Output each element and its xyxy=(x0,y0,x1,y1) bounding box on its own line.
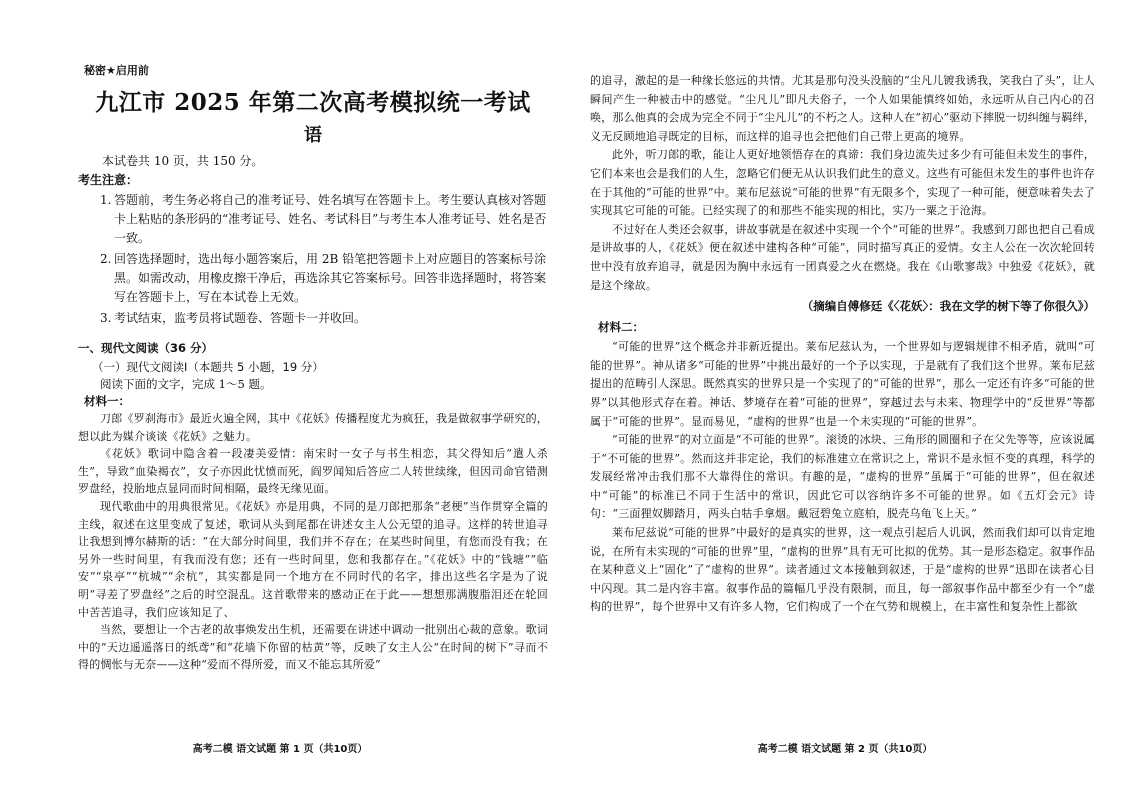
body-paragraph: 《花妖》歌词中隐含着一段凄美爱情：南宋时一女子与书生相恋，其父得知后“遣人杀生”，导致“血染褐衣”，女子亦因此忧愤而死，阎罗闻知后答应二人转世续缘，但因司命官错测罗盘经，投胎地点显同而时间相隔，最终无缘见面。 xyxy=(78,447,548,496)
notice-number: 1. xyxy=(100,193,112,207)
exam-title: 九江市 2025 年第二次高考模拟统一考试 xyxy=(95,89,531,116)
left-column xyxy=(78,62,548,674)
page-footer: 高考二模 语文试题 第 1 页（共10页） xyxy=(192,744,368,755)
body-paragraph: “可能的世界”这个概念并非新近提出。莱布尼兹认为，一个世界如与逻辑规律不相矛盾，就叫“可能的世界”。神从诸多“可能的世界”中挑出最好的一个予以实现，于是就有了我们这个世界。莱布尼兹提出的范畴引人深思。既然真实的世界只是一个实现了的“可能的世界”，那么一定还有许多“可能的世界”以其他形式存在着。神话、梦境存在着“可能的世界”，穿越过去与未来、物理学中的“反世界”等都属于“可能的世界”。显而易见，“虚构的世界”也是一个未实现的“可能的世界”。 xyxy=(590,340,1095,428)
source-attribution: （摘编自傅修廷《〈花妖〉：我在文学的树下等了你很久》） xyxy=(801,299,1095,314)
body-paragraph: 现代歌曲中的用典很常见。《花妖》亦是用典，不同的是刀郎把那条“老梗”当作贯穿全篇的主线，叙述在这里变成了复述，歌词从头到尾都在讲述女主人公无望的追寻。这样的转世追寻让我想到博尔赫斯的话：“在大部分时间里，我们并不存在；在某些时间里，有您而没有我；在另外一些时间里，有我而没有您；还有一些时间里，您和我都存在。”《花妖》中的“钱塘”“临安”“泉亭”“杭城”“余杭”，其实都是同一个地方在不同时代的名字，排出这些名字是为了说明“寻差了罗盘经”之后的时空混乱。这首歌带来的感动正在于此——想想那满腹脂泪还在轮回中苦苦追寻，我们应该知足了、 xyxy=(78,499,548,619)
body-paragraph: 此外，听刀郎的歌，能让人更好地领悟存在的真谛：我们身边流失过多少有可能但未发生的事件，它们本来也会是我们的人生，忽略它们便无从认识我们此生的意义。这些有可能但未发生的事件也许存在于其他的“可能的世界”中。莱布尼兹说“可能的世界”有无限多个，实现了一种可能，便意味着失去了实现其它可能的可能。已经实现了的和那些不能实现的相比，实乃一粟之于沧海。 xyxy=(590,148,1095,218)
confidential-label: 秘密★启用前 xyxy=(84,64,149,77)
exam-intro: 本试卷共 10 页，共 150 分。 xyxy=(102,154,264,168)
notice-number: 2. xyxy=(100,252,112,266)
notice-item xyxy=(78,309,548,328)
notice-list xyxy=(78,191,548,328)
notice-text: 回答选择题时，选出每小题答案后，用 2B 铅笔把答题卡上对应题目的答案标号涂黑。如需改动，用橡皮擦干净后，再选涂其它答案标号。回答非选择题时，将答案写在答题卡上，写在本试卷上无效。 xyxy=(114,252,547,304)
material-two-label: 材料二： xyxy=(598,320,644,335)
notice-heading: 考生注意： xyxy=(78,173,139,187)
right-page xyxy=(565,0,1125,800)
reading-instruction: 阅读下面的文字，完成 1～5 题。 xyxy=(100,377,272,391)
subject-title: 语 xyxy=(304,125,322,146)
material-one-label: 材料一： xyxy=(84,394,130,408)
notice-text: 考试结束，监考员将试题卷、答题卡一并收回。 xyxy=(114,311,367,325)
notice-item xyxy=(78,250,548,307)
body-paragraph: “可能的世界”的对立面是“不可能的世界”。滚烫的冰块、三角形的圆圈和子在父先等等，应该说属于“不可能的世界”。然而这并非定论，我们的标准建立在常识之上，常识不是永恒不变的真理，科学的发展经常冲击我们那不大靠得住的常识。有趣的是，“虚构的世界”虽属于“可能的世界”，但在叙述中“可能”的标准已不同于生活中的常识，因此它可以容纳许多不可能的世界。如《五灯会元》诗句：“三面狸奴脚踏月，两头白牯手拿烟。戴冠碧兔立庭柏，脱壳乌龟飞上天。” xyxy=(590,433,1095,521)
section-heading: 一、现代文阅读（36 分） xyxy=(78,341,214,355)
notice-number: 3. xyxy=(100,311,112,325)
page-footer: 高考二模 语文试题 第 2 页（共10页） xyxy=(757,744,933,755)
body-paragraph: 当然，要想让一个古老的故事焕发出生机，还需要在讲述中调动一批别出心裁的意象。歌词中的“天边遥遥落日的纸鸢”和“花墙下你留的枯黄”等，反映了女主人公“在时间的树下”寻而不得的惆怅与无奈——这种“爱而不得所爱，而又不能忘其所爱” xyxy=(78,623,548,672)
body-paragraph: 莱布尼兹说“可能的世界”中最好的是真实的世界，这一观点引起后人讥讽，然而我们却可以肯定地说，在所有未实现的“可能的世界”里，“虚构的世界”具有无可比拟的优势。其一是形态稳定。叙事作品在某种意义上“固化”了“虚构的世界”。读者通过文本接触到叙述，于是“虚构的世界”迅即在读者心目中闪现。其二是内容丰富。叙事作品的篇幅几乎没有限制，而且，每一部叙事作品中都至少有一个“虚构的世界”，每个世界中又有许多人物，它们构成了一个在气势和规模上，在丰富性和复杂性上都欲 xyxy=(590,526,1095,614)
continued-paragraph: 的追寻，激起的是一种缘长悠远的共情。尤其是那句没头没脑的“尘凡儿镀我诱我，笑我白了头”，让人瞬间产生一种被击中的感觉。“尘凡儿”即凡夫俗子，一个人如果能慎终如始，永远听从自己内心的召唤，那么他真的会成为完全不同于“尘凡儿”的不朽之人。这种人在“初心”驱动下摔脱一切纠缠与羁绊，义无反顾地追寻既定的目标，而这样的追寻也会把他们自己带上更高的境界。 xyxy=(590,74,1095,143)
subsection-heading: （一）现代文阅读Ⅰ（本题共 5 小题，19 分） xyxy=(92,360,324,374)
right-column xyxy=(590,72,1095,617)
body-paragraph: 刀郎《罗刹海市》最近火遍全网，其中《花妖》传播程度尤为疯狂，我是做叙事学研究的，想以此为媒介谈谈《花妖》之魅力。 xyxy=(78,412,548,443)
notice-item xyxy=(78,191,548,248)
body-paragraph: 不过好在人类还会叙事，讲故事就是在叙述中实现一个个“可能的世界”。我感到刀郎也把自己看成是讲故事的人，《花妖》便在叙述中建构各种“可能”，同时描写真正的爱情。女主人公在一次次轮回转世中没有放弃追寻，就是因为胸中永远有一团真爱之火在燃烧。我在《山歌寥哉》中独爱《花妖》，就是这个缘故。 xyxy=(590,222,1095,292)
left-page xyxy=(0,0,560,800)
notice-text: 答题前，考生务必将自己的准考证号、姓名填写在答题卡上。考生要认真核对答题卡上粘贴的条形码的“准考证号、姓名、考试科目”与考生本人准考证号、姓名是否一致。 xyxy=(114,193,547,245)
